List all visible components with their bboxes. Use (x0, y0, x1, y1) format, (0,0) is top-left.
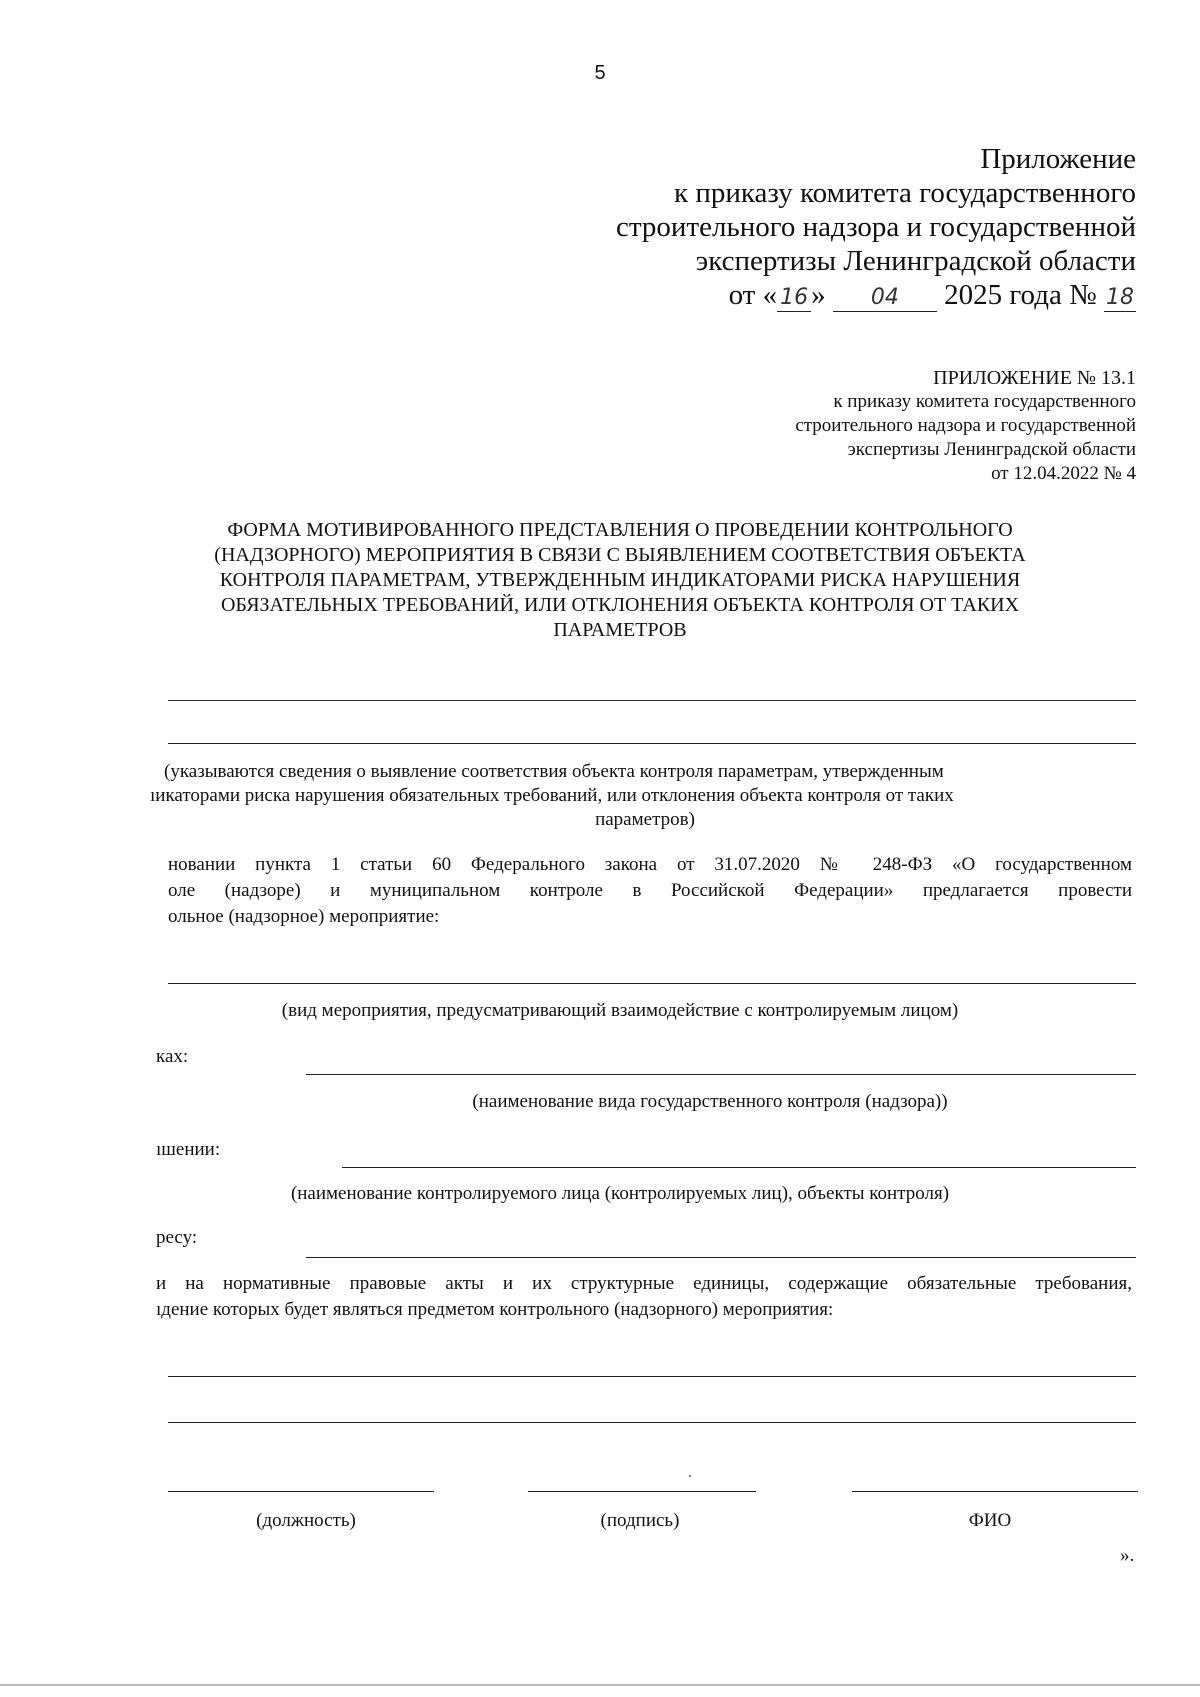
basis-line1: новании пункта 1 статьи 60 Федерального закона от 31.07.2020 № 248-ФЗ «О государственном (168, 854, 1132, 875)
form-title (140, 518, 1100, 643)
form-title-line2: (НАДЗОРНОГО) МЕРОПРИЯТИЯ В СВЯЗИ С ВЫЯВЛЕНИЕМ СООТВЕТСТВИЯ ОБЪЕКТА (214, 544, 1026, 566)
norms-line2: ıдение которых будет являться предметом контрольного (надзорного) мероприятия: (156, 1299, 834, 1320)
norms-paragraph (156, 1271, 1132, 1323)
order-header-line4: экспертизы Ленинградской области (695, 245, 1136, 277)
blank-line-controlled-person (342, 1167, 1136, 1168)
closing-mark: ». (1120, 1545, 1135, 1566)
page-number: 5 (594, 62, 606, 84)
form-title-line4: ОБЯЗАТЕЛЬНЫХ ТРЕБОВАНИЙ, ИЛИ ОТКЛОНЕНИЯ ОБЪЕКТА КОНТРОЛЯ ОТ ТАКИХ (220, 594, 1020, 616)
form-title-line5: ПАРАМЕТРОВ (553, 619, 687, 641)
scan-bottom-edge (0, 1684, 1200, 1686)
form-title-line1: ФОРМА МОТИВИРОВАННОГО ПРЕДСТАВЛЕНИЯ О ПРОВЕДЕНИИ КОНТРОЛЬНОГО (227, 519, 1013, 541)
scan-speck (689, 1475, 691, 1477)
appendix-line1: ПРИЛОЖЕНИЕ № 13.1 (933, 367, 1136, 389)
date-year-text: 2025 года № (936, 279, 1104, 311)
handwritten-day: 16 (777, 285, 811, 312)
appendix-block (795, 366, 1136, 486)
caption-controlled-person: (наименование контролируемого лица (контролируемых лиц), объекты контроля) (290, 1183, 950, 1204)
signature-label: (подпись) (600, 1510, 680, 1531)
label-kah: ках: (156, 1046, 189, 1067)
blank-line-event-type (168, 983, 1136, 984)
caption-info-line2: ıикаторами риска нарушения обязательных требований, или отклонения объекта контроля от таких (150, 785, 954, 806)
blank-line-info-1 (168, 700, 1136, 701)
basis-line2: оле (надзоре) и муниципальном контроле в Российской Федерации» предлагается провести (168, 880, 1132, 901)
order-header-line2: к приказу комитета государственного (674, 177, 1136, 209)
blank-line-info-2 (168, 743, 1136, 744)
label-resu: ресу: (156, 1227, 198, 1248)
caption-info-line1: (указываются сведения о выявление соответствия объекта контроля параметрам, утвержденным (164, 761, 944, 782)
handwritten-number: 18 (1106, 285, 1134, 310)
date-prefix: от « (728, 279, 778, 311)
name-label: ФИО (968, 1510, 1012, 1531)
caption-event-type: (вид мероприятия, предусматривающий взаимодействие с контролируемым лицом) (281, 1000, 959, 1021)
appendix-line2: к приказу комитета государственного (833, 391, 1136, 412)
order-header-line3: строительного надзора и государственной (616, 211, 1136, 243)
appendix-line4: экспертизы Ленинградской области (847, 439, 1136, 460)
form-title-line3: КОНТРОЛЯ ПАРАМЕТРАМ, УТВЕРЖДЕННЫМ ИНДИКАТОРАМИ РИСКА НАРУШЕНИЯ (219, 569, 1021, 591)
appendix-line3: строительного надзора и государственной (795, 415, 1136, 436)
caption-info-line3: параметров) (595, 809, 695, 830)
blank-line-address (306, 1257, 1136, 1258)
handwritten-month: 04 (833, 285, 937, 312)
position-label: (должность) (256, 1510, 356, 1531)
basis-paragraph (168, 852, 1132, 930)
date-mid: » (811, 279, 833, 311)
appendix-line5: от 12.04.2022 № 4 (991, 463, 1136, 484)
caption-control-type: (наименование вида государственного контроля (надзора)) (472, 1091, 948, 1112)
order-date-line (616, 278, 1136, 312)
signature-line-position (168, 1491, 434, 1492)
blank-line-norms-1 (168, 1376, 1136, 1377)
blank-line-control-type (306, 1074, 1136, 1075)
order-header-line1: Приложение (980, 143, 1136, 175)
order-header (616, 142, 1136, 312)
basis-line3: ольное (надзорное) мероприятие: (168, 906, 440, 927)
label-shenii: ıшении: (156, 1139, 221, 1160)
blank-line-norms-2 (168, 1422, 1136, 1423)
caption-info (150, 760, 1140, 832)
norms-line1: и на нормативные правовые акты и их структурные единицы, содержащие обязательные требования, (156, 1273, 1132, 1294)
signature-line-signature (528, 1491, 756, 1492)
signature-line-name (852, 1491, 1138, 1492)
